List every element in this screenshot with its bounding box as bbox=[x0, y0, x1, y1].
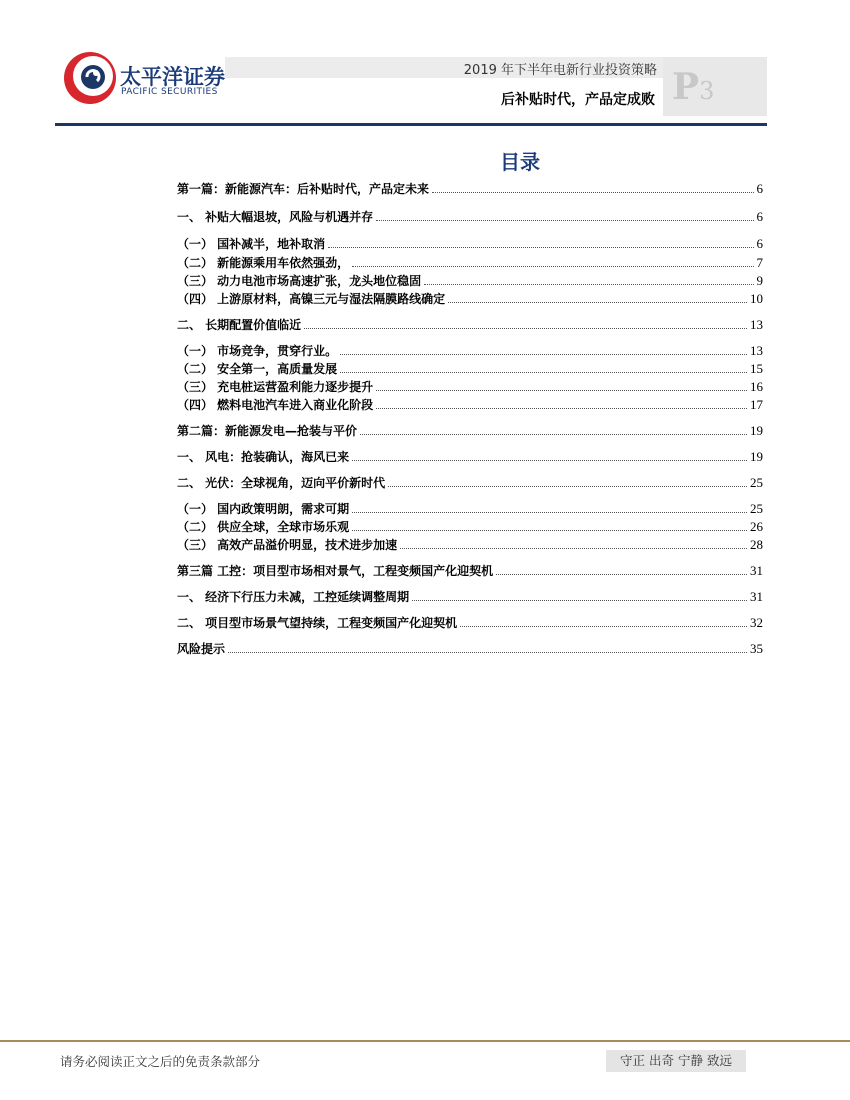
toc-leader bbox=[412, 591, 747, 601]
footer-rule bbox=[0, 1040, 850, 1042]
toc-entry-page: 32 bbox=[750, 615, 763, 630]
toc-entry-label: 一、 补贴大幅退坡，风险与机遇并存 bbox=[177, 210, 374, 224]
toc-leader bbox=[228, 643, 747, 653]
toc-entry-label: 二、 光伏：全球视角，迈向平价新时代 bbox=[177, 476, 386, 490]
brand-name-en: PACIFIC SECURITIES bbox=[121, 87, 218, 97]
toc-entry-label: （四） 燃料电池汽车进入商业化阶段 bbox=[177, 398, 374, 412]
toc-leader bbox=[400, 539, 747, 549]
toc-entry-label: （三） 充电桩运营盈利能力逐步提升 bbox=[177, 380, 374, 394]
toc-entry-label: （一） 市场竞争，贯穿行业。 bbox=[177, 344, 338, 358]
toc-entry[interactable] bbox=[177, 254, 763, 272]
toc-entry-page: 6 bbox=[756, 209, 763, 224]
toc-entry[interactable] bbox=[177, 448, 763, 466]
toc-entry-label: 一、 风电：抢装确认，海风已来 bbox=[177, 450, 350, 464]
toc-entry[interactable] bbox=[177, 316, 763, 334]
toc-leader bbox=[352, 257, 753, 267]
toc-leader bbox=[376, 381, 747, 391]
toc-entry[interactable] bbox=[177, 342, 763, 360]
toc-entry-page: 9 bbox=[756, 273, 763, 288]
toc-entry[interactable] bbox=[177, 396, 763, 414]
toc-entry-label: （二） 新能源乘用车依然强劲， bbox=[177, 256, 350, 270]
report-subtitle: 后补贴时代，产品定成败 bbox=[501, 92, 655, 108]
toc-entry-label: （一） 国内政策明朗，需求可期 bbox=[177, 502, 350, 516]
toc-entry-label: （三） 高效产品溢价明显，技术进步加速 bbox=[177, 538, 398, 552]
brand-name-cn: 太平洋证券 bbox=[120, 65, 225, 89]
report-title: 2019 年下半年电新行业投资策略 bbox=[463, 63, 657, 78]
toc-entry-label: 一、 经济下行压力未减，工控延续调整周期 bbox=[177, 590, 410, 604]
toc-entry-label: （三） 动力电池市场高速扩张，龙头地位稳固 bbox=[177, 274, 422, 288]
toc-entry[interactable] bbox=[177, 180, 763, 198]
toc-entry-page: 35 bbox=[750, 641, 763, 656]
toc-entry-page: 16 bbox=[750, 379, 763, 394]
page-number bbox=[672, 66, 714, 108]
toc-entry[interactable] bbox=[177, 235, 763, 253]
toc-entry[interactable] bbox=[177, 272, 763, 290]
footer-disclaimer: 请务必阅读正文之后的免责条款部分 bbox=[60, 1054, 261, 1069]
toc-entry-page: 19 bbox=[750, 423, 763, 438]
toc-leader bbox=[352, 451, 747, 461]
toc-entry[interactable] bbox=[177, 500, 763, 518]
toc-entry[interactable] bbox=[177, 474, 763, 492]
toc-entry[interactable] bbox=[177, 208, 763, 226]
toc-entry-label: （一） 国补减半，地补取消 bbox=[177, 237, 326, 251]
toc-entry-page: 6 bbox=[756, 236, 763, 251]
toc-entry[interactable] bbox=[177, 536, 763, 554]
toc-entry[interactable] bbox=[177, 640, 763, 658]
toc-entry[interactable] bbox=[177, 422, 763, 440]
toc-entry-page: 13 bbox=[750, 343, 763, 358]
toc-leader bbox=[340, 345, 747, 355]
toc-entry-label: 第二篇：新能源发电—抢装与平价 bbox=[177, 424, 358, 438]
toc-leader bbox=[496, 565, 747, 575]
toc-entry-label: 第三篇 工控：项目型市场相对景气，工程变频国产化迎契机 bbox=[177, 564, 494, 578]
toc-leader bbox=[460, 617, 747, 627]
toc-entry-page: 31 bbox=[750, 563, 763, 578]
toc-entry-label: 二、 长期配置价值临近 bbox=[177, 318, 302, 332]
toc-entry-label: （二） 供应全球，全球市场乐观 bbox=[177, 520, 350, 534]
toc-leader bbox=[328, 238, 753, 248]
page-number-value: 3 bbox=[699, 77, 715, 105]
toc-leader bbox=[352, 503, 747, 513]
toc-entry[interactable] bbox=[177, 614, 763, 632]
pacific-securities-logo-icon bbox=[60, 46, 120, 108]
toc-leader bbox=[432, 183, 753, 193]
toc-entry[interactable] bbox=[177, 518, 763, 536]
toc-leader bbox=[360, 425, 747, 435]
toc-leader bbox=[424, 275, 753, 285]
toc-entry-page: 19 bbox=[750, 449, 763, 464]
toc-leader bbox=[376, 211, 753, 221]
toc-entry-label: 二、 项目型市场景气望持续，工程变频国产化迎契机 bbox=[177, 616, 458, 630]
toc-entry-page: 7 bbox=[756, 255, 763, 270]
toc-entry-page: 17 bbox=[750, 397, 763, 412]
footer-motto: 守正 出奇 宁静 致远 bbox=[606, 1050, 746, 1072]
toc-entry-page: 13 bbox=[750, 317, 763, 332]
toc-leader bbox=[448, 293, 747, 303]
toc-entry-page: 25 bbox=[750, 475, 763, 490]
toc-entry-label: 第一篇：新能源汽车：后补贴时代，产品定未来 bbox=[177, 182, 430, 196]
toc-entry-page: 26 bbox=[750, 519, 763, 534]
toc-entry-label: 风险提示 bbox=[177, 642, 226, 656]
toc-entry-page: 6 bbox=[756, 181, 763, 196]
toc-entry-page: 15 bbox=[750, 361, 763, 376]
toc-leader bbox=[352, 521, 747, 531]
toc-entry[interactable] bbox=[177, 360, 763, 378]
toc-leader bbox=[376, 399, 747, 409]
toc-entry[interactable] bbox=[177, 290, 763, 308]
page-prefix: P bbox=[672, 66, 700, 108]
toc-leader bbox=[304, 319, 747, 329]
toc-entry-label: （四） 上游原材料，高镍三元与湿法隔膜路线确定 bbox=[177, 292, 446, 306]
toc-title: 目录 bbox=[500, 150, 540, 174]
toc-entry-page: 25 bbox=[750, 501, 763, 516]
toc-entry[interactable] bbox=[177, 588, 763, 606]
header-rule bbox=[55, 123, 767, 126]
toc-entry-page: 31 bbox=[750, 589, 763, 604]
toc-entry-label: （二） 安全第一，高质量发展 bbox=[177, 362, 338, 376]
toc-entry-page: 28 bbox=[750, 537, 763, 552]
toc-leader bbox=[340, 363, 747, 373]
toc-entry-page: 10 bbox=[750, 291, 763, 306]
toc-entry[interactable] bbox=[177, 562, 763, 580]
toc-entry[interactable] bbox=[177, 378, 763, 396]
toc-leader bbox=[388, 477, 747, 487]
